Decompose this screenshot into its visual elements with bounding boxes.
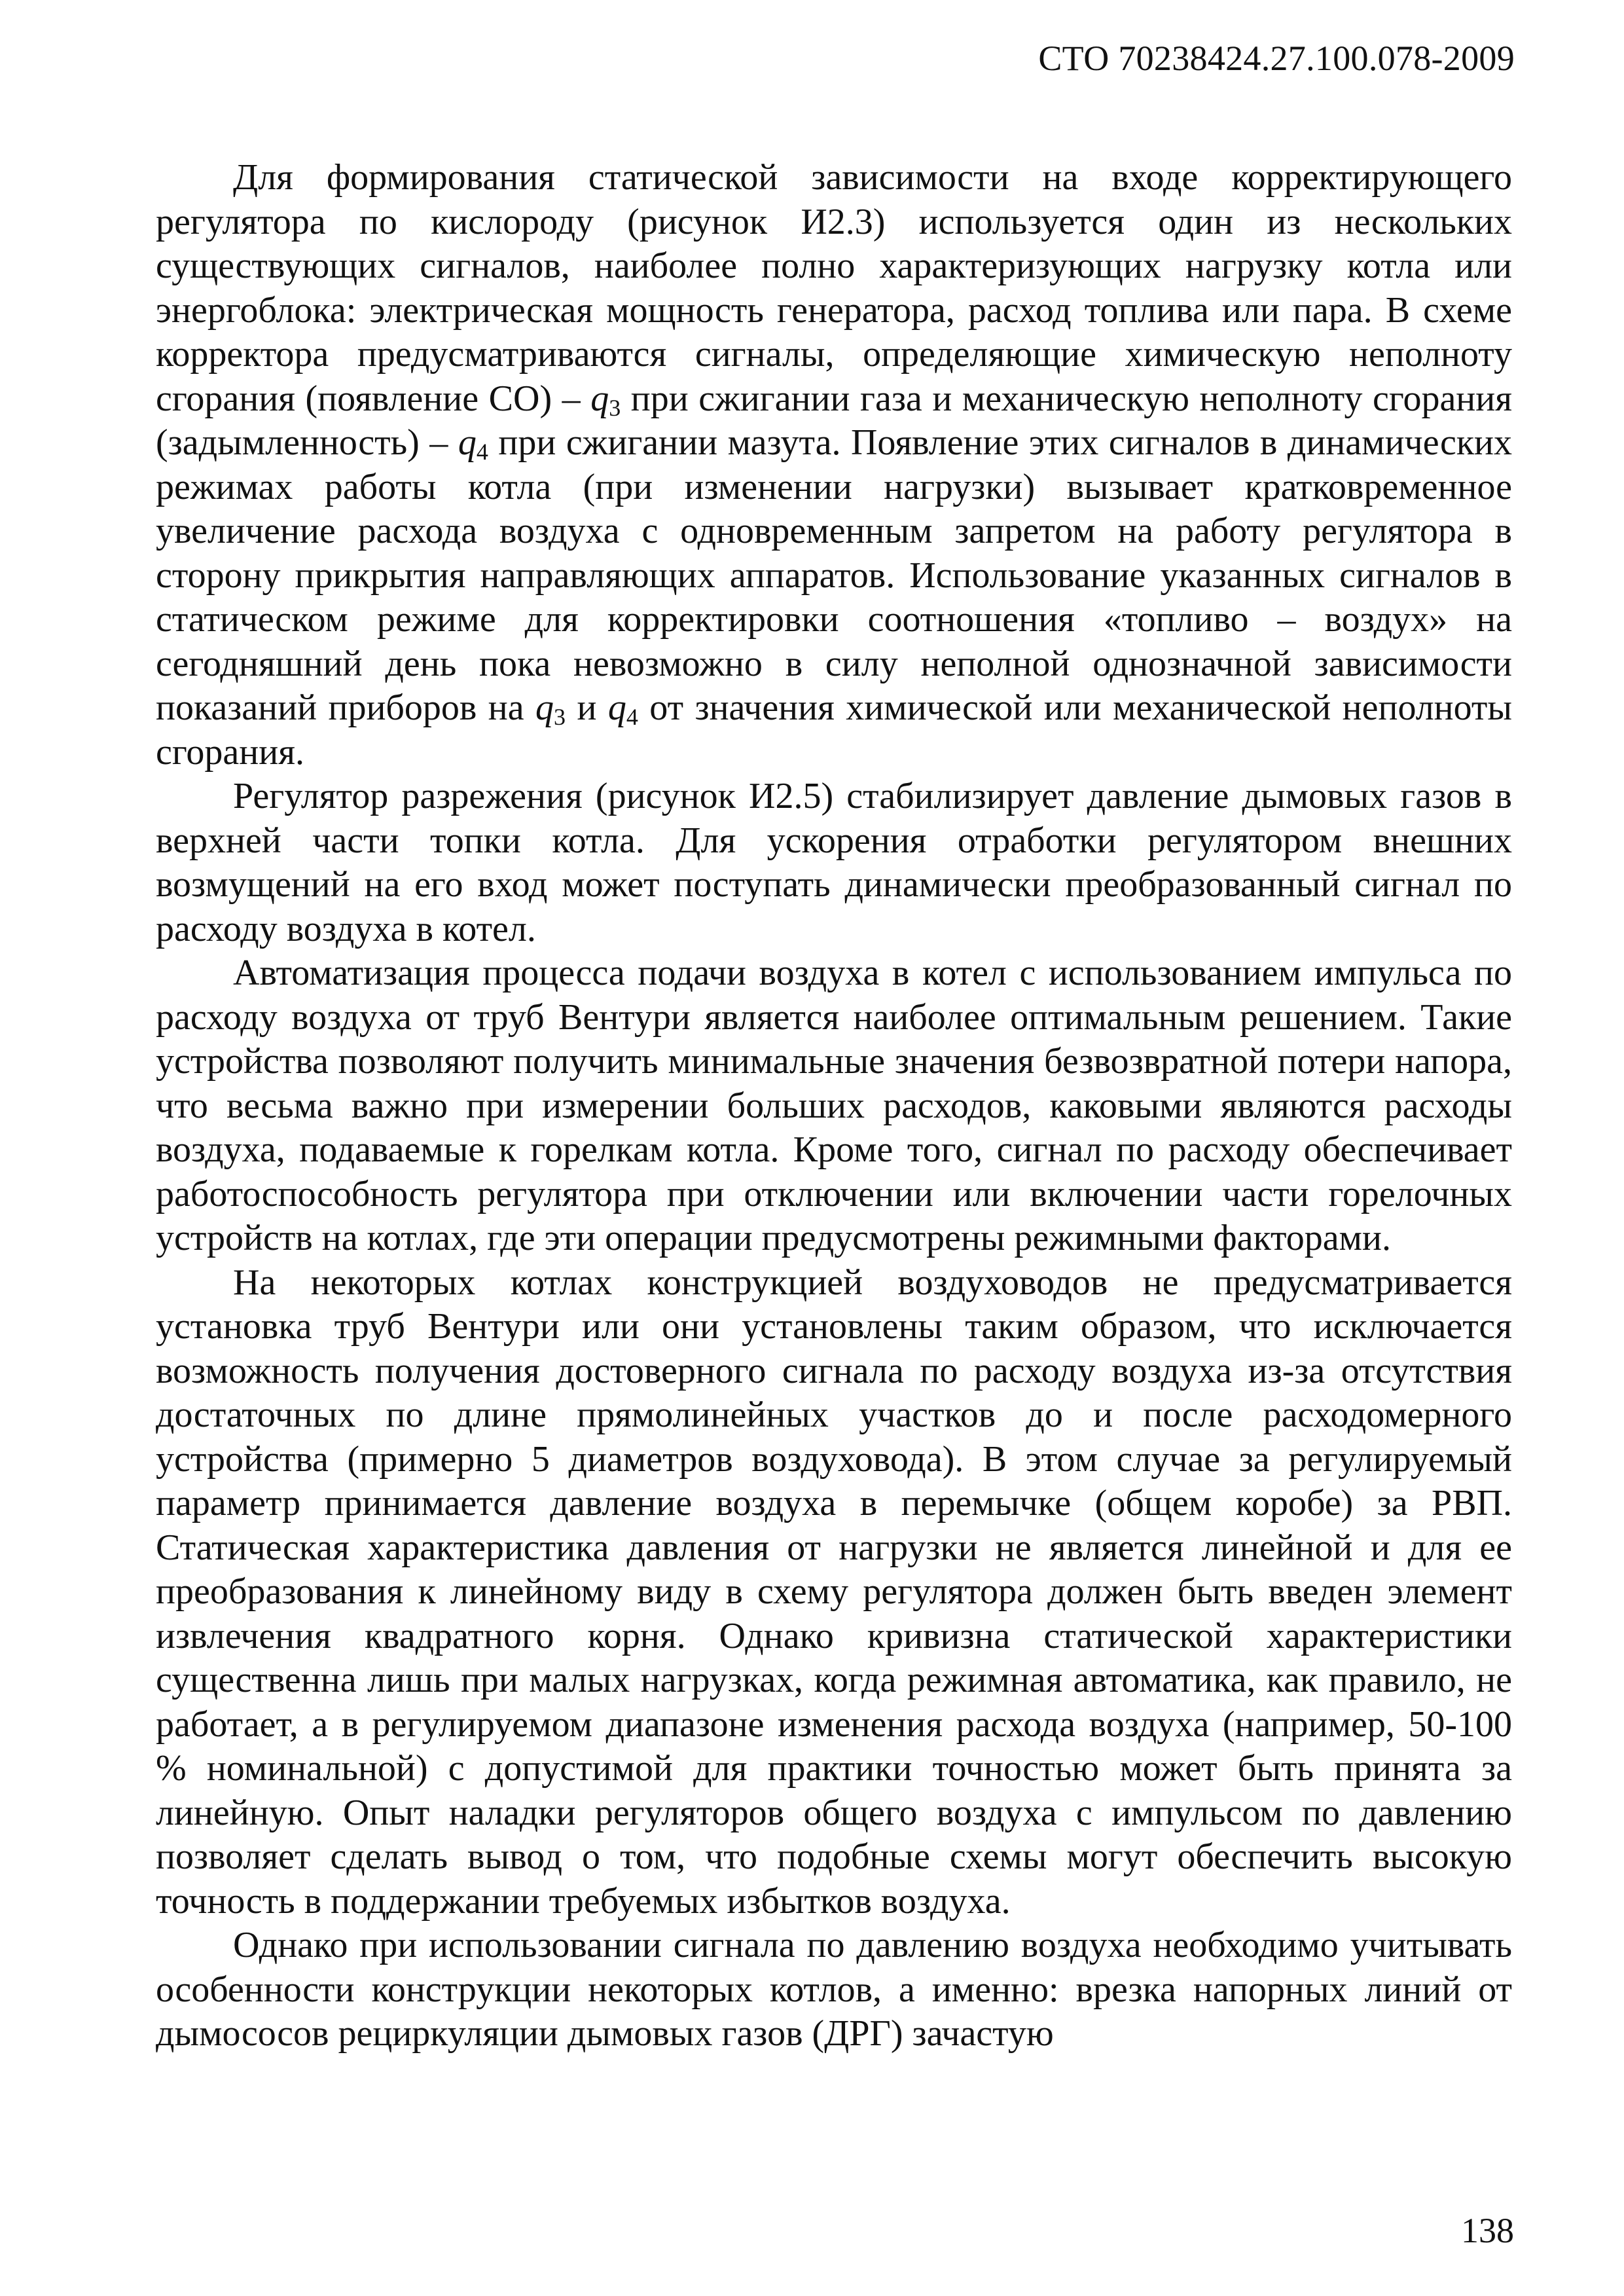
- paragraph-text: Для формирования статической зависимости на входе корректирующего регулятора по кислороду (рисунок И2.3) используется один из нескольких существующих сигналов, наиболее полно характеризующих нагрузку котла или энергоблока: электрическая мощность генератора, расход топлива или пара. В схеме корректора предусматриваются сигналы, определяющие химическую неполноту сгорания (появление СО) –: [156, 157, 1512, 419]
- q4-symbol: $q_4$: [458, 422, 488, 465]
- q3-symbol: $q_3$: [535, 687, 566, 730]
- document-code-header: СТО 70238424.27.100.078-2009: [1038, 39, 1515, 78]
- paragraph-oxygen-corrector: [156, 156, 1512, 774]
- paragraph-venturi-automation: Автоматизация процесса подачи воздуха в котел с использованием импульса по расходу воздуха от труб Вентури является наиболее оптимальным решением. Такие устройства позволяют получить минимальные значения безвозвратной потери напора, что весьма важно при измерении больших расходов, каковыми являются расходы воздуха, подаваемые к горелкам котла. Кроме того, сигнал по расходу обеспечивает работоспособность регулятора при отключении или включении части горелочных устройств на котлах, где эти операции предусмотрены режимными факторами.: [156, 953, 1512, 1258]
- page-body: [156, 156, 1512, 2056]
- paragraph-boiler-design-notes: Однако при использовании сигнала по давлению воздуха необходимо учитывать особенности конструкции некоторых котлов, а именно: врезка напорных линий от дымососов рециркуляции дымовых газов (ДРГ) зачастую: [156, 1925, 1512, 2054]
- paragraph-text: и: [566, 687, 608, 728]
- paragraph-text: от значения химической или механической неполноты сгорания.: [156, 687, 1512, 773]
- paragraph-pressure-signal: На некоторых котлах конструкцией воздуховодов не предусматривается установка труб Вентури или они установлены таким образом, что исключается возможность получения достоверного сигнала по расходу воздуха из-за отсутствия достаточных по длине прямолинейных участков до и после расходомерного устройства (примерно 5 диаметров воздуховода). В этом случае за регулируемый параметр принимается давление воздуха в перемычке (общем коробе) за РВП. Статическая характеристика давления от нагрузки не является линейной и для ее преобразования к линейному виду в схему регулятора должен быть введен элемент извлечения квадратного корня. Однако кривизна статической характеристики существенна лишь при малых нагрузках, когда режимная автоматика, как правило, не работает, а в регулируемом диапазоне изменения расхода воздуха (например, 50-100 % номинальной) с допустимой для практики точностью может быть принята за линейную. Опыт наладки регуляторов общего воздуха с импульсом по давлению позволяет сделать вывод о том, что подобные схемы могут обеспечить высокую точность в поддержании требуемых избытков воздуха.: [156, 1262, 1512, 1922]
- q3-symbol: $q_3$: [590, 378, 621, 421]
- paragraph-draft-regulator: Регулятор разрежения (рисунок И2.5) стабилизирует давление дымовых газов в верхней части топки котла. Для ускорения отработки регулятором внешних возмущений на его вход может поступать динамически преобразованный сигнал по расходу воздуха в котел.: [156, 776, 1512, 949]
- q4-symbol: $q_4$: [607, 687, 638, 730]
- page-number: 138: [1461, 2211, 1514, 2250]
- paragraph-text: при сжигании мазута. Появление этих сигналов в динамических режимах работы котла (при изменении нагрузки) вызывает кратковременное увеличение расхода воздуха с одновременным запретом на работу регулятора в сторону прикрытия направляющих аппаратов. Использование указанных сигналов в статическом режиме для корректировки соотношения «топливо – воздух» на сегодняшний день пока невозможно в силу неполной однозначной зависимости показаний приборов на: [156, 422, 1513, 728]
- paragraph-text: при сжигании газа и механическую неполноту сгорания (задымленность) –: [156, 378, 1512, 463]
